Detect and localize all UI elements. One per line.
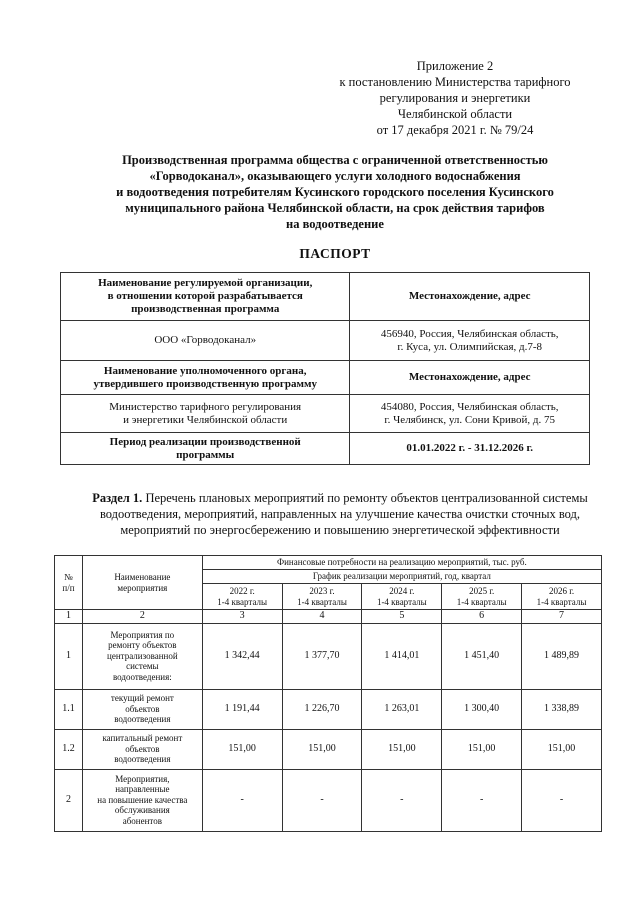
- appendix-block: [300, 58, 610, 138]
- appendix-line: Приложение 2: [416, 59, 494, 73]
- document-title: [40, 152, 630, 232]
- title-line: муниципального района Челябинской области, на срок действия тарифов: [125, 201, 545, 215]
- section-1-heading: [70, 490, 610, 538]
- plan-table: [54, 555, 602, 832]
- row-name: Мероприятия, направленные на повышение качества обслуживания абонентов: [82, 769, 202, 831]
- col-no-header: № п/п: [55, 556, 83, 610]
- org-address-header: Местонахождение, адрес: [350, 273, 590, 321]
- col-name-header: Наименование мероприятия: [82, 556, 202, 610]
- year-header: 2025 г. 1-4 кварталы: [442, 584, 522, 610]
- org-name-header: Наименование регулируемой организации, в отношении которой разрабатывается производственная программа: [61, 273, 350, 321]
- authority-address-header: Местонахождение, адрес: [350, 361, 590, 395]
- index-row: 1 2 3 4 5 6 7: [55, 610, 602, 624]
- appendix-line: к постановлению Министерства тарифного: [339, 75, 571, 89]
- row-name: текущий ремонт объектов водоотведения: [82, 689, 202, 729]
- authority-name-value: Министерство тарифного регулирования и энергетики Челябинской области: [61, 395, 350, 433]
- table-row: 1.1 текущий ремонт объектов водоотведения 1 191,44 1 226,70 1 263,01 1 300,40 1 338,89: [55, 689, 602, 729]
- org-name-value: ООО «Горводоканал»: [61, 321, 350, 361]
- passport-heading: ПАСПОРТ: [299, 246, 371, 261]
- table-row: 2 Мероприятия, направленные на повышение качества обслуживания абонентов - - - - -: [55, 769, 602, 831]
- table-row: 1 Мероприятия по ремонту объектов централизованной системы водоотведения: 1 342,44 1 377,70 1 414,01 1 451,40 1 489,89: [55, 623, 602, 689]
- year-header: 2022 г. 1-4 кварталы: [202, 584, 282, 610]
- period-value: 01.01.2022 г. - 31.12.2026 г.: [350, 433, 590, 465]
- year-header: 2023 г. 1-4 кварталы: [282, 584, 362, 610]
- section-label: Раздел 1.: [92, 491, 143, 505]
- title-line: «Горводоканал», оказывающего услуги холодного водоснабжения: [149, 169, 521, 183]
- appendix-line: Челябинской области: [397, 107, 513, 121]
- title-line: и водоотведения потребителям Кусинского городского поселения Кусинского: [116, 185, 554, 199]
- org-address-value: 456940, Россия, Челябинская область, г. Куса, ул. Олимпийская, д.7-8: [350, 321, 590, 361]
- passport-table: [60, 272, 590, 465]
- row-name: капитальный ремонт объектов водоотведения: [82, 729, 202, 769]
- finance-header: Финансовые потребности на реализацию мероприятий, тыс. руб.: [202, 556, 601, 570]
- authority-address-value: 454080, Россия, Челябинская область, г. Челябинск, ул. Сони Кривой, д. 75: [350, 395, 590, 433]
- row-name: Мероприятия по ремонту объектов централизованной системы водоотведения:: [82, 623, 202, 689]
- period-header: Период реализации производственной программы: [61, 433, 350, 465]
- authority-header: Наименование уполномоченного органа, утвердившего производственную программу: [61, 361, 350, 395]
- appendix-line: от 17 декабря 2021 г. № 79/24: [376, 123, 534, 137]
- title-line: на водоотведение: [286, 217, 384, 231]
- section-text: Перечень плановых мероприятий по ремонту объектов централизованной системы водоотведения, мероприятий, направленных на улучшение качества очистки сточных вод, мероприятий по энергосбережению и повышению энергетической эффективности: [99, 491, 588, 537]
- year-header: 2024 г. 1-4 кварталы: [362, 584, 442, 610]
- schedule-header: График реализации мероприятий, год, квартал: [202, 570, 601, 584]
- table-row: 1.2 капитальный ремонт объектов водоотведения 151,00 151,00 151,00 151,00 151,00: [55, 729, 602, 769]
- appendix-line: регулирования и энергетики: [379, 91, 531, 105]
- year-header: 2026 г. 1-4 кварталы: [522, 584, 602, 610]
- title-line: Производственная программа общества с ограниченной ответственностью: [122, 153, 548, 167]
